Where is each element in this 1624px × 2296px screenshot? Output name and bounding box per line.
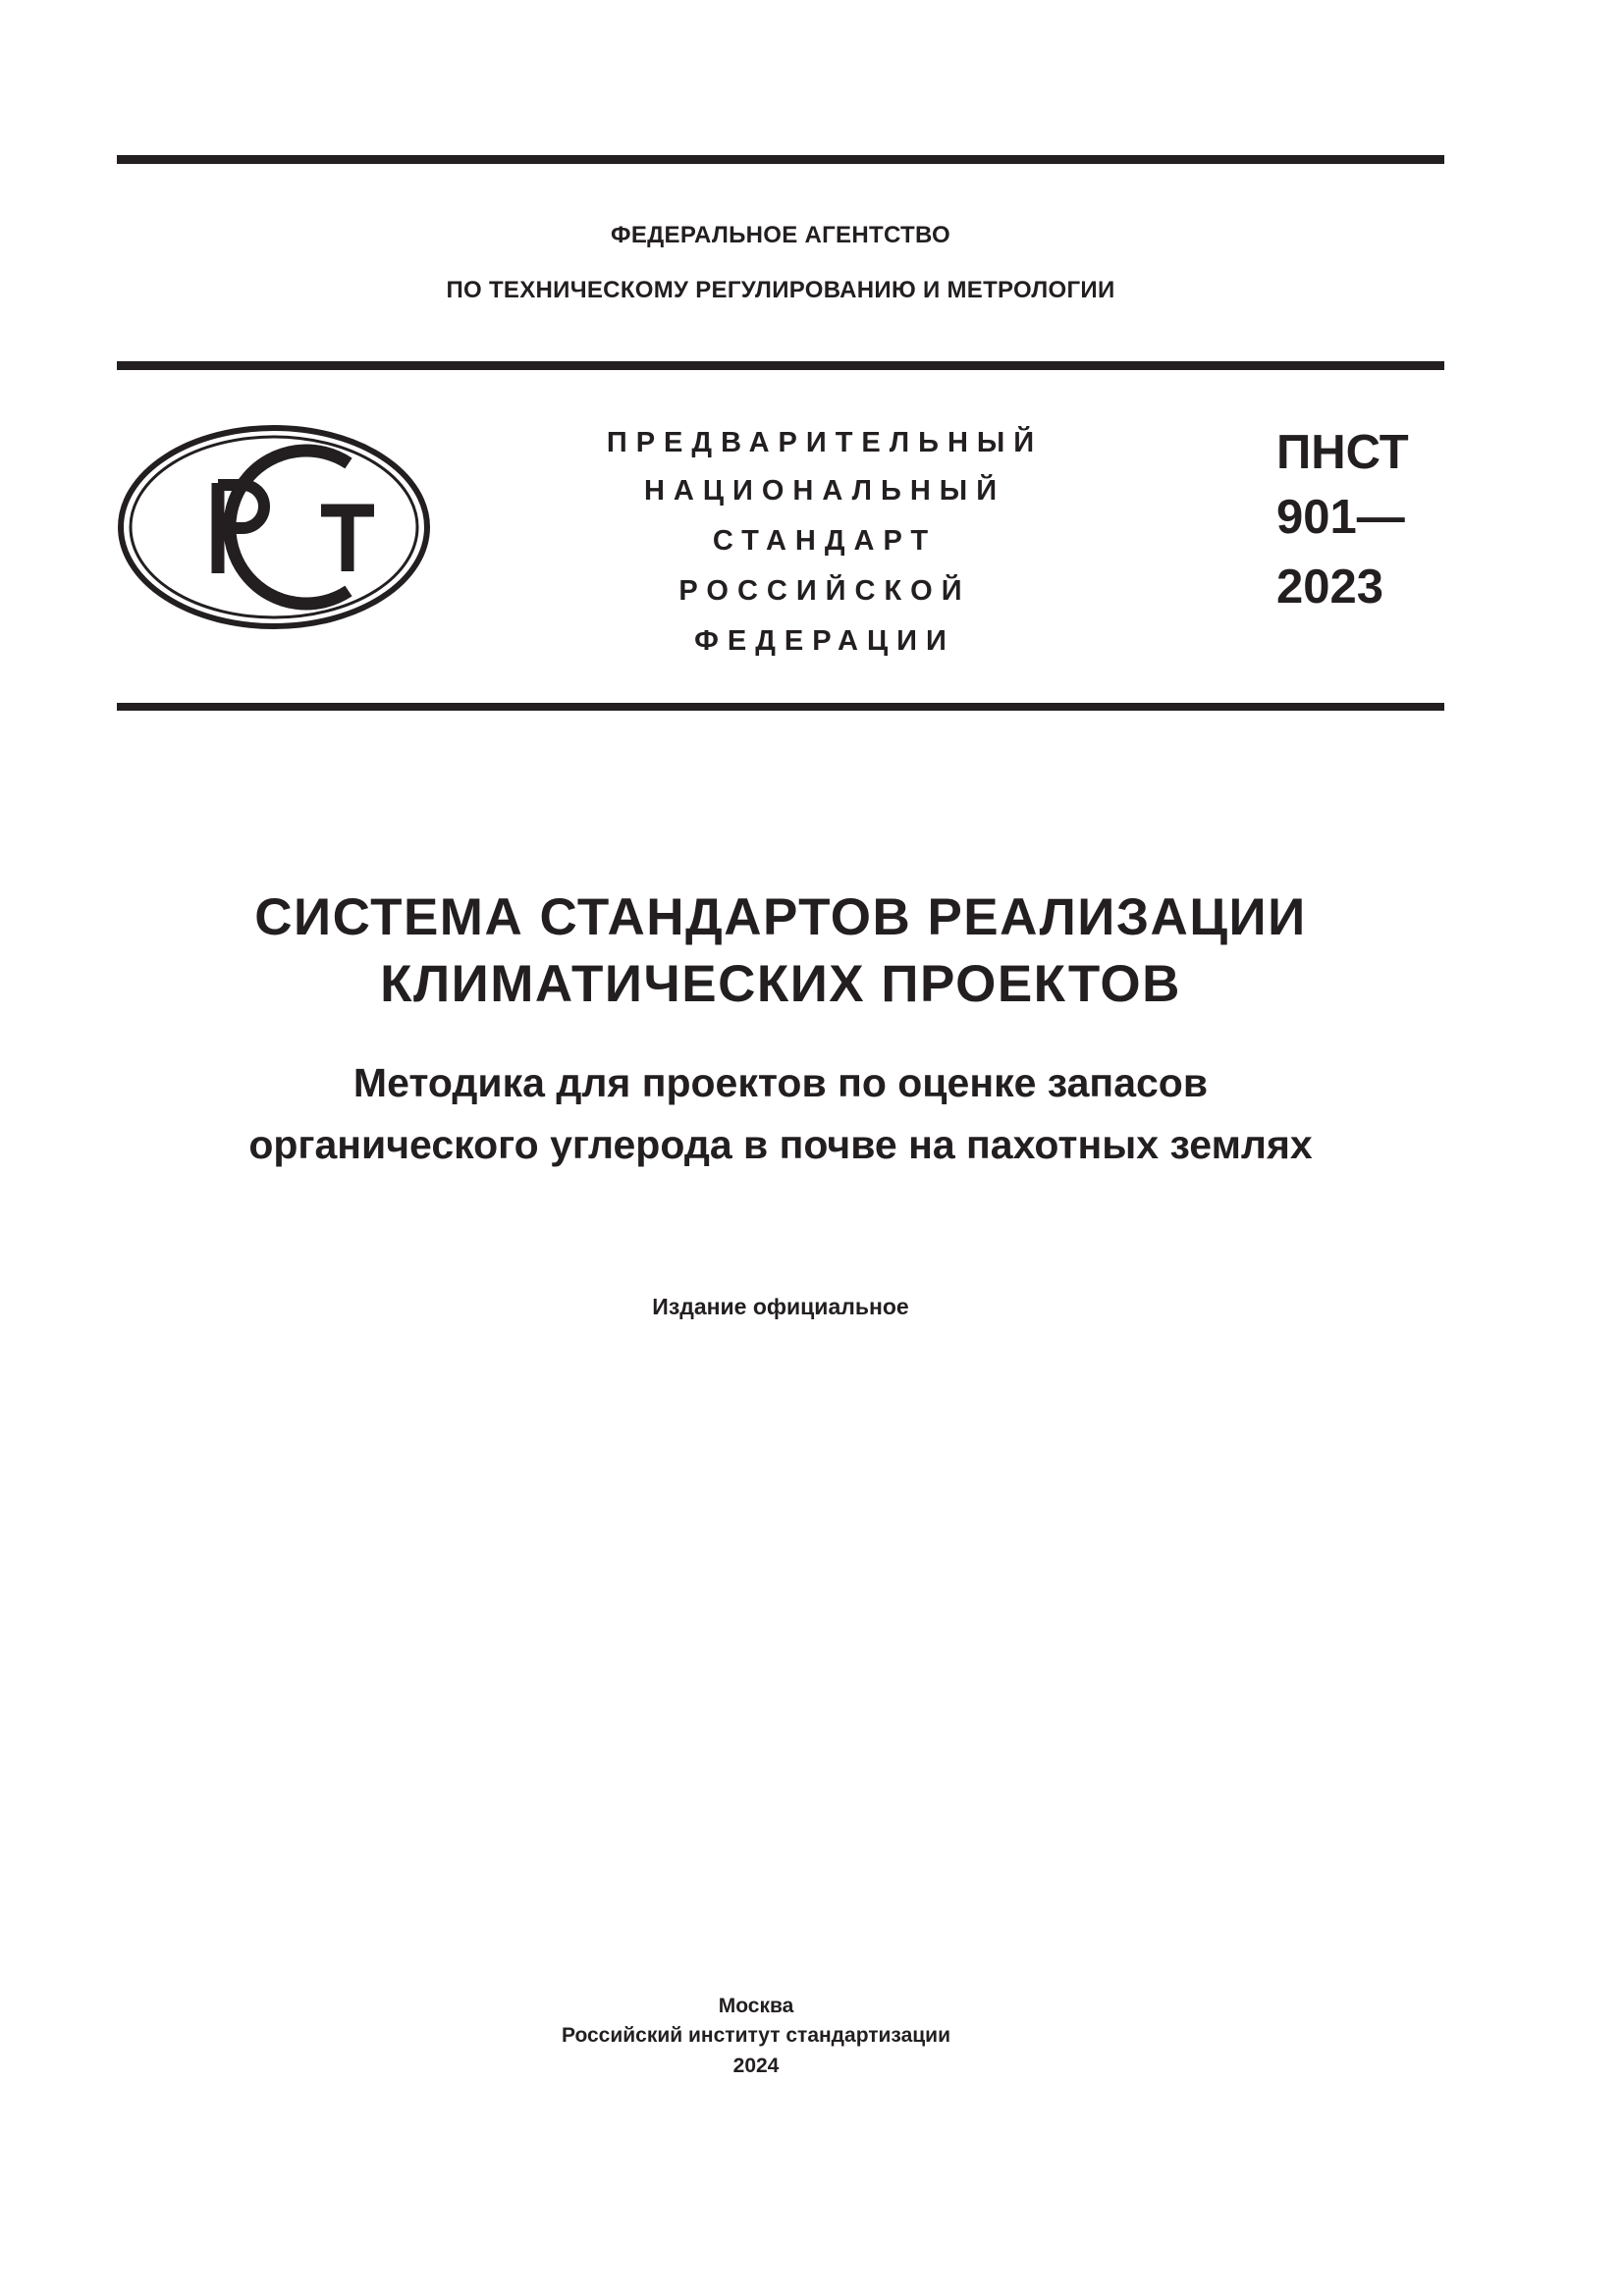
standard-type-line-2: НАЦИОНАЛЬНЫЙ bbox=[643, 475, 1006, 507]
agency-name-line-2: ПО ТЕХНИЧЕСКОМУ РЕГУЛИРОВАНИЮ И МЕТРОЛОГИИ bbox=[446, 277, 1115, 303]
standard-type-line-3: СТАНДАРТ bbox=[712, 525, 938, 557]
document-title-line-2: КЛИМАТИЧЕСКИХ ПРОЕКТОВ bbox=[380, 955, 1181, 1013]
imprint-city: Москва bbox=[718, 1995, 794, 2017]
document-subtitle-line-1: Методика для проектов по оценке запасов bbox=[352, 1060, 1209, 1105]
imprint-year: 2024 bbox=[732, 2055, 780, 2077]
standard-number-prefix: ПНСТ bbox=[1276, 426, 1409, 479]
standard-type-line-4: РОССИЙСКОЙ bbox=[678, 575, 971, 607]
document-subtitle-line-2: органического углерода в почве на пахотных землях bbox=[248, 1122, 1313, 1167]
document-title-line-1: СИСТЕМА СТАНДАРТОВ РЕАЛИЗАЦИИ bbox=[254, 888, 1307, 946]
standard-number-year: 2023 bbox=[1276, 561, 1384, 614]
agency-name-line-1: ФЕДЕРАЛЬНОЕ АГЕНТСТВО bbox=[611, 222, 950, 248]
header-bottom-divider bbox=[117, 703, 1444, 711]
top-divider bbox=[117, 155, 1444, 164]
standard-type-line-5: ФЕДЕРАЦИИ bbox=[694, 625, 955, 657]
imprint-publisher: Российский институт стандартизации bbox=[561, 2024, 951, 2047]
rst-conformity-mark-icon bbox=[117, 424, 431, 630]
standard-type-line-1: ПРЕДВАРИТЕЛЬНЫЙ bbox=[606, 427, 1044, 458]
header-divider bbox=[117, 361, 1444, 370]
edition-label: Издание официальное bbox=[652, 1294, 909, 1319]
standard-number: 901— bbox=[1276, 491, 1405, 544]
